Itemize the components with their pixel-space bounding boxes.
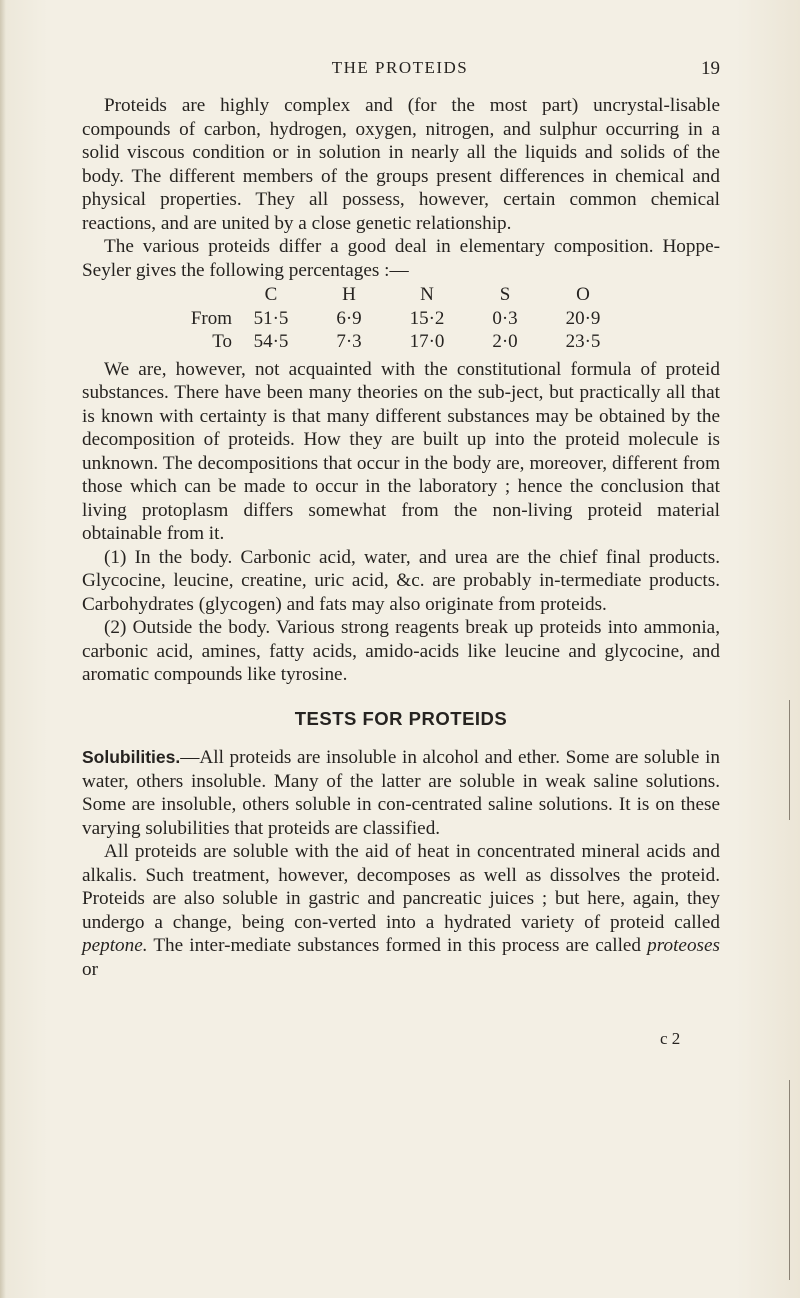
signature-mark: c 2 [660, 1029, 681, 1048]
row-label: To [212, 331, 232, 352]
paragraph: (1) In the body. Carbonic acid, water, and urea are the chief final products. Glycocine, leucine, creatine, uric acid, &c. are probably in-termediate products. Carbohydrates (glycogen) and fats may also originate from proteids. [82, 546, 720, 615]
paragraph-text: or [82, 958, 98, 980]
page-edge-line [789, 700, 790, 820]
column-header-c: C [264, 284, 278, 305]
spine-shadow [0, 0, 6, 1298]
table-cell: 54·5 [253, 331, 289, 352]
row-label: From [190, 307, 232, 329]
column-header-h: H [342, 284, 356, 305]
running-title: THE PROTEIDS [331, 58, 469, 77]
table-cell: 7·3 [336, 331, 362, 352]
paragraph-text: All proteids are soluble with the aid of heat in concentrated mineral acids and alkalis. Such treatment, however, decomposes as well as dissolves the proteid. Proteids are also soluble in gastric and pancreatic juices ; but here, again, they undergo a change, being con-verted into a hydrated variety of proteid called [82, 841, 720, 933]
paragraph-text: —All proteids are insoluble in alcohol and ether. Some are soluble in water, others insoluble. Many of the latter are soluble in weak saline solutions. Some are insoluble, others soluble in con-centrated saline solutions. It is on these varying solubilities that proteids are classified. [82, 747, 720, 839]
paragraph [82, 746, 720, 840]
term-peptone: peptone. [82, 935, 148, 956]
table-cell: 20·9 [565, 307, 601, 329]
run-in-heading: Solubilities. [82, 747, 181, 767]
composition-table [82, 283, 622, 354]
table-cell: 15·2 [409, 307, 445, 329]
page-number: 19 [701, 58, 720, 79]
running-head [80, 58, 720, 88]
column-header-o: O [576, 284, 590, 305]
paragraph: We are, however, not acquainted with the constitutional formula of proteid substances. There have been many theories on the sub-ject, but practically all that is known with certainty is that many different substances may be obtained by the decomposition of proteids. How they are built up into the proteid molecule is unknown. The decompositions that occur in the body are, moreover, different from those which can be made to occur in the laboratory ; hence the conclusion that living protoplasm differs somewhat from the non-living proteid material obtainable from it. [82, 358, 720, 544]
body-text [82, 94, 720, 981]
paragraph: The various proteids differ a good deal in elementary composition. Hoppe-Seyler gives the following percentages :— [82, 236, 720, 281]
table-cell: 6·9 [336, 307, 362, 329]
paragraph: Proteids are highly complex and (for the most part) uncrystal-lisable compounds of carbon, hydrogen, oxygen, nitrogen, and sulphur occurring in a solid viscous condition or in solution in nearly all the liquids and solids of the body. The different members of the groups present differences in chemical and physical properties. They all possess, however, certain common chemical reactions, and are united by a close genetic relationship. [82, 95, 720, 234]
paragraph-text: The inter-mediate substances formed in this process are called [147, 935, 648, 956]
term-proteoses: proteoses [647, 935, 720, 956]
column-header-n: N [420, 284, 434, 305]
table-row [82, 307, 622, 331]
table-cell: 23·5 [565, 331, 601, 352]
table-header-row [82, 283, 622, 307]
paragraph: (2) Outside the body. Various strong reagents break up proteids into ammonia, carbonic acid, amines, fatty acids, amido-acids like leucine and glycocine, and aromatic compounds like tyrosine. [82, 617, 720, 685]
table-cell: 2·0 [492, 331, 518, 352]
paragraph [82, 840, 720, 981]
page-edge-line [789, 1080, 790, 1280]
column-header-s: S [499, 284, 511, 305]
section-heading: TESTS FOR PROTEIDS [294, 707, 508, 729]
table-cell: 0·3 [492, 307, 518, 329]
table-cell: 51·5 [253, 307, 289, 329]
table-cell: 17·0 [409, 331, 445, 352]
table-row [82, 330, 622, 354]
